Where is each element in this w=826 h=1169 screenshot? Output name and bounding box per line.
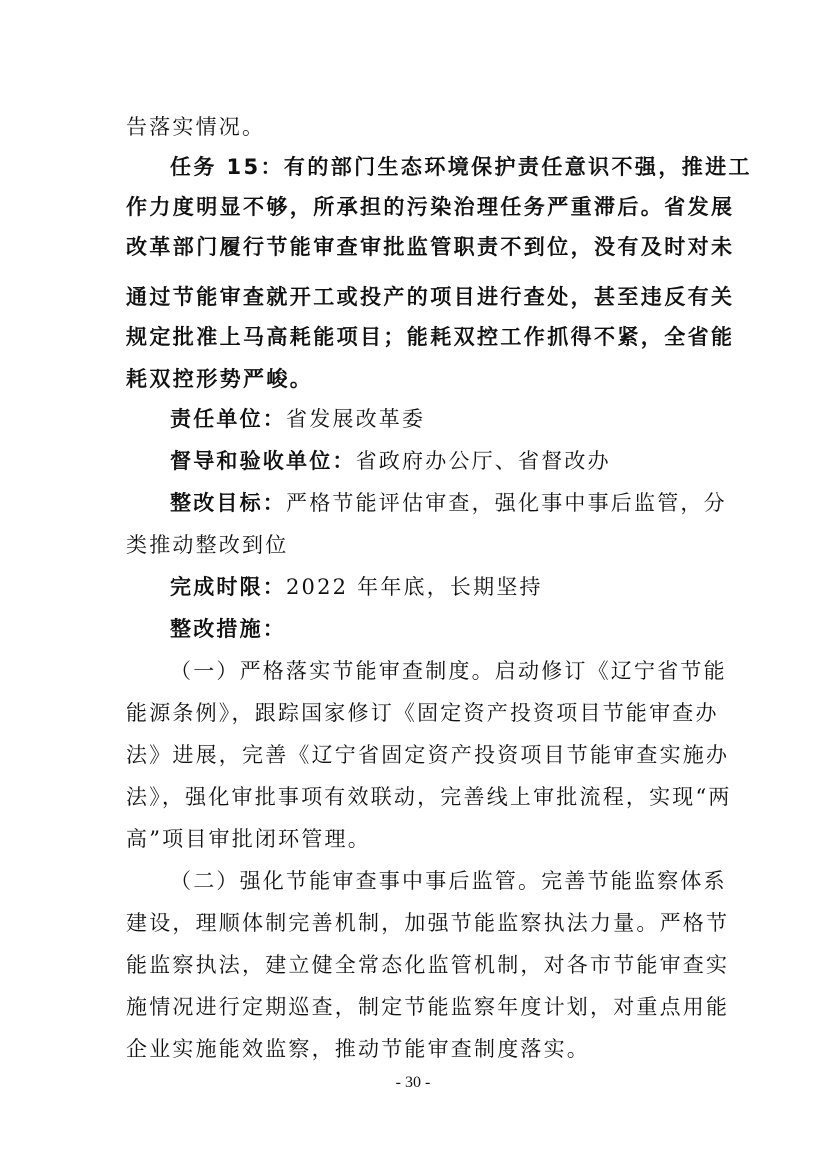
paragraph-line: 告落实情况。: [126, 115, 266, 139]
measure-line: 能源条例》，跟踪国家修订《固定资产投资项目节能审查办: [126, 701, 719, 725]
goal-continuation: 类推动整改到位: [126, 533, 289, 557]
deadline-value: 2022 年年底，长期坚持: [286, 575, 543, 599]
measures-heading: [170, 614, 286, 644]
measure-line: 企业实施能效监察，推动节能审查制度落实。: [126, 1037, 590, 1061]
responsible-unit: [170, 404, 425, 434]
measure-line: 法》，强化审批事项有效联动，完善线上审批流程，实现“两: [126, 785, 732, 809]
task-line: 规定批准上马高耗能项目；能耗双控工作抓得不紧，全省能: [126, 325, 735, 349]
supervisor-unit: [170, 446, 611, 476]
page-number: - 30 -: [395, 1074, 431, 1091]
task-line: 通过节能审查就开工或投产的项目进行查处，甚至违反有关: [126, 285, 735, 309]
measure-line: 法》进展，完善《辽宁省固定资产投资项目节能审查实施办: [126, 743, 730, 767]
task-line: 耗双控形势严峻。: [126, 367, 314, 391]
measure-line: 施情况进行定期巡查，制定节能监察年度计划，对重点用能: [126, 995, 730, 1019]
responsible-value: 省发展改革委: [286, 407, 426, 431]
goal: [170, 488, 727, 518]
measure-line: 高”项目审批闭环管理。: [126, 827, 371, 851]
task-line: 改革部门履行节能审查审批监管职责不到位，没有及时对未: [126, 235, 735, 259]
task-line: 任务 15：有的部门生态环境保护责任意识不强，推进工: [170, 155, 752, 179]
goal-value: 严格节能评估审查，强化事中事后监管，分: [286, 491, 727, 515]
task-line: 作力度明显不够，所承担的污染治理任务严重滞后。省发展: [126, 195, 735, 219]
measure-line: 建设，理顺体制完善机制，加强节能监察执法力量。严格节: [126, 911, 730, 935]
measure-line: （一）严格落实节能审查制度。启动修订《辽宁省节能: [170, 659, 727, 683]
supervisor-value: 省政府办公厅、省督改办: [355, 449, 611, 473]
measure-line: 能监察执法，建立健全常态化监管机制，对各市节能审查实: [126, 953, 730, 977]
deadline: [170, 572, 543, 602]
responsible-label: 责任单位：: [170, 407, 286, 431]
deadline-label: 完成时限：: [170, 575, 286, 599]
measures-label: 整改措施：: [170, 617, 286, 641]
supervisor-label: 督导和验收单位：: [170, 449, 356, 473]
goal-label: 整改目标：: [170, 491, 286, 515]
measure-line: （二）强化节能审查事中事后监管。完善节能监察体系: [170, 869, 727, 893]
